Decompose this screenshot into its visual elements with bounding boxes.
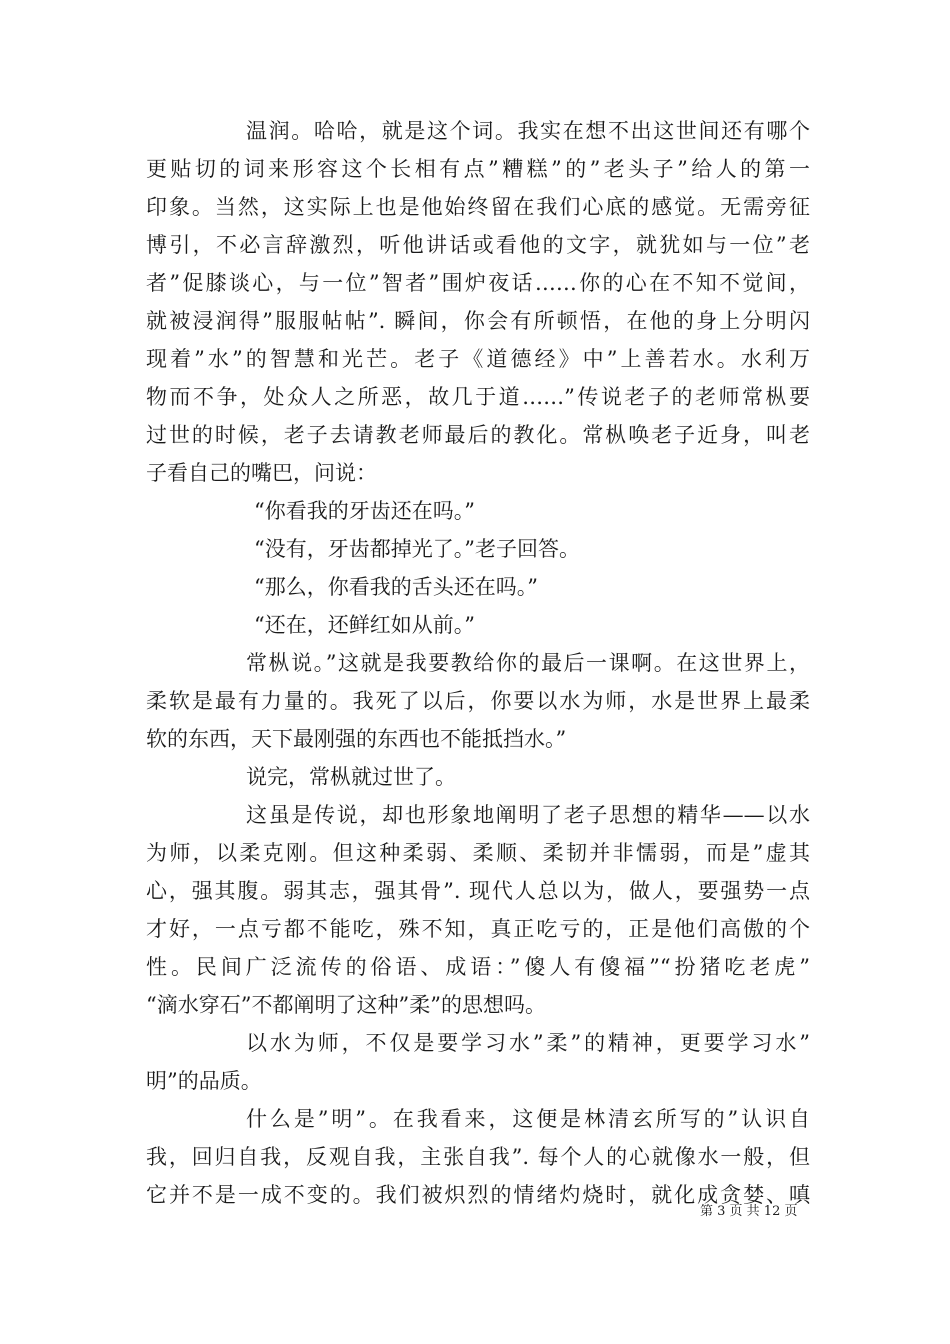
text-line: 心，强其腹。弱其志，强其骨”. 现代人总以为，做人，要强势一点	[146, 879, 810, 903]
text-line: 子看自己的嘴巴，问说：	[146, 461, 377, 485]
text-line: 物而不争，处众人之所恶，故几于道……”传说老子的老师常枞要	[146, 385, 810, 409]
text-line: 柔软是最有力量的。我死了以后，你要以水为师，水是世界上最柔	[146, 689, 810, 713]
body-text	[146, 112, 810, 1214]
dialogue-line: “还在，还鲜红如从前。”	[254, 613, 475, 637]
text-line: 者”促膝谈心，与一位”智者”围炉夜话……你的心在不知不觉间，	[146, 271, 810, 295]
text-line: 以水为师，不仅是要学习水”柔”的精神，更要学习水”	[246, 1031, 810, 1055]
text-line: 这虽是传说，却也形象地阐明了老子思想的精华——以水	[246, 803, 810, 827]
text-line: 性。民间广泛流传的俗语、成语：”傻人有傻福”“扮猪吃老虎”	[146, 955, 810, 979]
text-line: 说完，常枞就过世了。	[246, 765, 456, 789]
text-line: 过世的时候，老子去请教老师最后的教化。常枞唤老子近身，叫老	[146, 423, 810, 447]
text-line: 印象。当然，这实际上也是他始终留在我们心底的感觉。无需旁征	[146, 195, 810, 219]
dialogue-line: “那么，你看我的舌头还在吗。”	[254, 575, 538, 599]
text-line: “滴水穿石”不都阐明了这种”柔”的思想吗。	[146, 993, 546, 1017]
text-line: 就被浸润得”服服帖帖”. 瞬间，你会有所顿悟，在他的身上分明闪	[146, 309, 810, 333]
text-line: 软的东西，天下最刚强的东西也不能抵挡水。”	[146, 727, 567, 751]
text-line: 更贴切的词来形容这个长相有点”糟糕”的”老头子”给人的第一	[146, 157, 810, 181]
text-line: 才好，一点亏都不能吃，殊不知，真正吃亏的，正是他们高傲的个	[146, 917, 810, 941]
text-line: 什么是”明”。在我看来，这便是林清玄所写的”认识自	[246, 1107, 810, 1131]
text-line: 博引，不必言辞激烈，听他讲话或看他的文字，就犹如与一位”老	[146, 233, 810, 257]
text-line: 为师，以柔克刚。但这种柔弱、柔顺、柔韧并非懦弱，而是”虚其	[146, 841, 810, 865]
page-number-footer: 第 3 页 共 12 页	[700, 1204, 798, 1219]
text-line: 常枞说。”这就是我要教给你的最后一课啊。在这世界上，	[246, 651, 810, 675]
text-line: 温润。哈哈，就是这个词。我实在想不出这世间还有哪个	[246, 119, 810, 143]
dialogue-line: “没有，牙齿都掉光了。”老子回答。	[254, 537, 580, 561]
dialogue-line: “你看我的牙齿还在吗。”	[254, 499, 475, 523]
text-line: 我，回归自我，反观自我，主张自我”. 每个人的心就像水一般，但	[146, 1145, 810, 1169]
text-line: 现着”水”的智慧和光芒。老子《道德经》中”上善若水。水利万	[146, 347, 810, 371]
text-line: 它并不是一成不变的。我们被炽烈的情绪灼烧时，就化成贪婪、嗔	[146, 1183, 810, 1207]
text-line: 明”的品质。	[146, 1069, 262, 1093]
